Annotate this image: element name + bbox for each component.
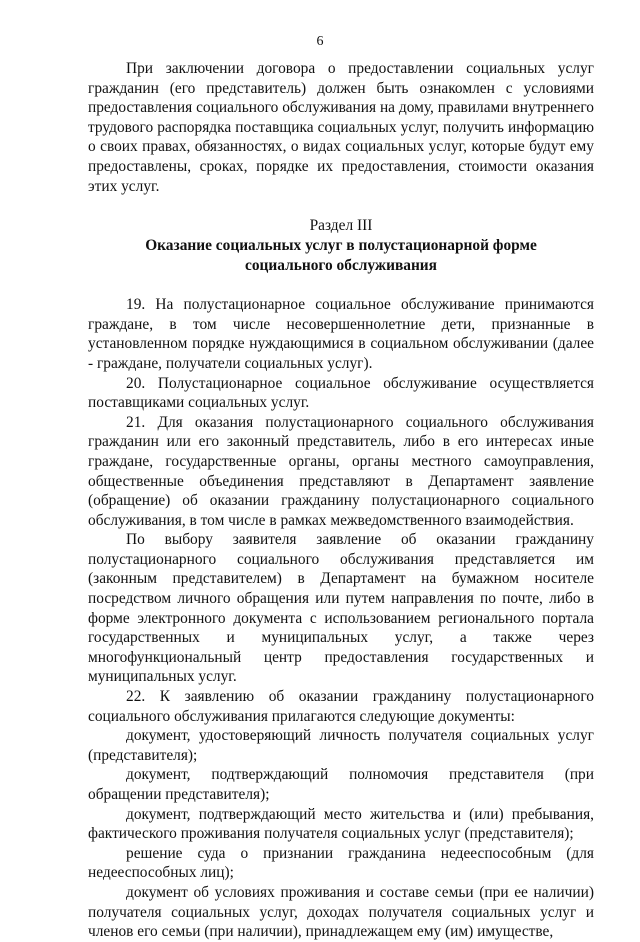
list-item-identity-document: документ, удостоверяющий личность получателя социальных услуг (представителя); bbox=[88, 727, 594, 764]
paragraph-21-submission: По выбору заявителя заявление об оказании гражданину полустационарного социального обслуживания представляется им (законным представителем) в Департамент на бумажном носителе посредством личного обращения или путем направления по почте, либо в форме электронного документа с использованием регионального портала государственных и муниципальных услуг, а также через многофункциональный центр предоставления государственных и муниципальных услуг. bbox=[88, 531, 594, 686]
document-body bbox=[88, 59, 594, 942]
intro-paragraph: При заключении договора о предоставлении социальных услуг гражданин (его представитель) должен быть ознакомлен с условиями предоставления социального обслуживания на дому, правилами внутреннего трудового распорядка поставщика социальных услуг, получить информацию о своих правах, обязанностях, о видах социальных услуг, которые будут ему предоставлены, сроках, порядке их предоставления, стоимости оказания этих услуг. bbox=[88, 60, 594, 195]
list-item-living-conditions-document: документ об условиях проживания и составе семьи (при ее наличии) получателя социальных услуг, доходах получателя социальных услуг и членов его семьи (при наличии), принадлежащем ему (им) имуществе, bbox=[88, 883, 594, 941]
paragraph-22: 22. К заявлению об оказании гражданину полустационарного социального обслуживания прилагаются следующие документы: bbox=[88, 688, 594, 725]
list-item-court-decision: решение суда о признании гражданина недееспособным (для недееспособных лиц); bbox=[88, 844, 594, 882]
section-heading bbox=[88, 216, 594, 276]
paragraph-20: 20. Полустационарное социальное обслуживание осуществляется поставщиками социальных услуг. bbox=[88, 374, 594, 412]
list-item-authority-document: документ, подтверждающий полномочия представителя (при обращении представителя); bbox=[88, 766, 594, 803]
page-number: 6 bbox=[316, 34, 324, 49]
paragraph-19: 19. На полустационарное социальное обслуживание принимаются граждане, в том числе несовершеннолетние дети, признанные в установленном порядке нуждающимися в социальном обслуживании (далее - граждане, получатели социальных услуг). bbox=[88, 296, 594, 372]
section-title: Оказание социальных услуг в полустационарной форме социального обслуживания bbox=[145, 237, 537, 275]
paragraph-21: 21. Для оказания полустационарного социального обслуживания гражданин или его законный представитель, либо в его интересах иные граждане, государственные органы, органы местного самоуправления, общественные объединения представляют в Департамент заявление (обращение) об оказании гражданину полустационарного социального обслуживания, в том числе в рамках межведомственного взаимодействия. bbox=[88, 413, 594, 529]
section-label: Раздел III bbox=[309, 217, 373, 235]
list-item-residence-document: документ, подтверждающий место жительства и (или) пребывания, фактического проживания получателя социальных услуг (представителя); bbox=[88, 805, 594, 843]
